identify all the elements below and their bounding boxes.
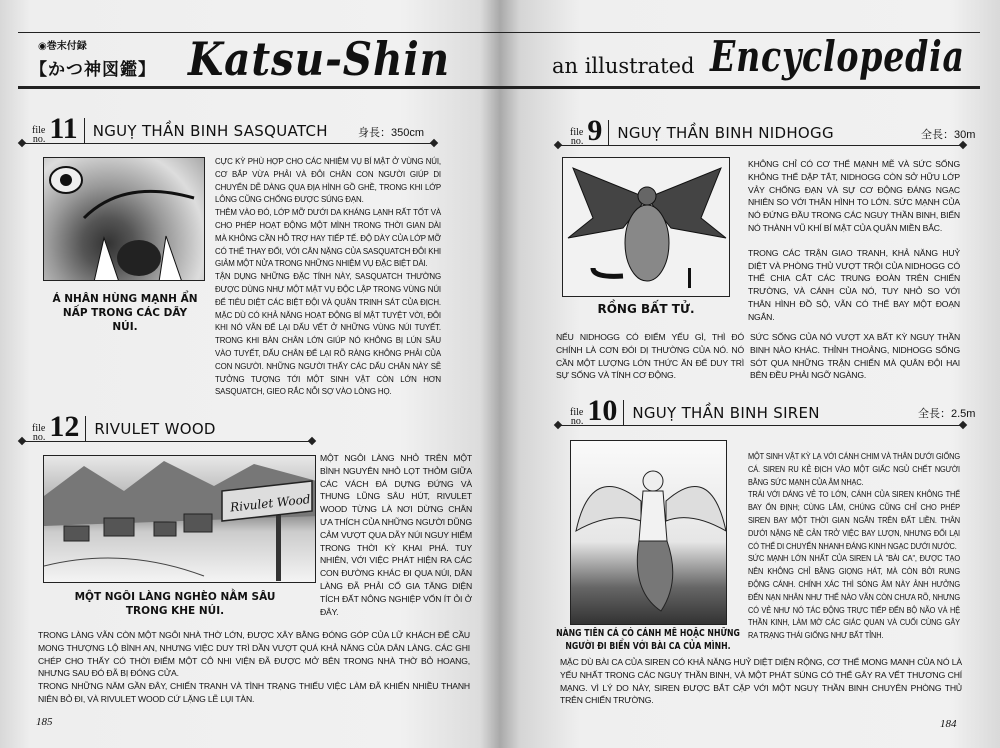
rivulet-wood-side-text: MỘT NGÔI LÀNG NHỎ TRÊN MỘT BÌNH NGUYÊN NHỎ LỌT THỎM GIỮA CÁC VÁCH ĐÁ DỰNG ĐỨNG VÀ THUNG LŨNG SÂU HÚT, RIVULET WOOD TỪNG LÀ NƠI DỪNG CHÂN ƯA THÍCH CỦA NHỮNG NGƯỜI DŨNG CẢM VƯỢT QUA DÃY NÚI NGUY HIỂM TRONG THỜI KỲ KHAI PHÁ. TUY NHIÊN, VỚI VIỆC PHÁT HIỆN RA CÁC CON ĐƯỜNG KHÁC ĐI QUA NÚI, DÂN LÀNG ĐÃ PHẢI CỐ GIA TĂNG DIỆN TÍCH ĐẤT NÔNG NGHIỆP VỐN ÍT ỎI Ở ĐÂY. bbox=[320, 453, 472, 617]
no-word: no. bbox=[32, 432, 46, 443]
file-11-header bbox=[32, 110, 328, 144]
file-12-header bbox=[32, 408, 216, 442]
title-underline bbox=[558, 425, 963, 426]
paragraph: THÊM VÀO ĐÓ, LỚP MỠ DƯỚI DA KHÁNG LẠNH RẤT TỐT VÀ CHO PHÉP HOẠT ĐỘNG MỘT MÌNH TRONG THỜI GIAN DÀI MÀ KHÔNG CẦN HỖ TRỢ HAY TIẾP TẾ. ĐỘ DÀY CỦA LỚP MỠ CÓ THỂ THAY ĐỔI, VỚI CÂN NẶNG CỦA SASQUATCH ĐÔI KHI GIẢM MỘT NỬA TRONG NHỮNG NHIỆM VỤ ĐẶC BIỆT DÀI. bbox=[215, 207, 441, 269]
entry-title: NGUỴ THẦN BINH SIREN bbox=[632, 404, 820, 422]
file-word: file bbox=[570, 407, 584, 418]
title-encyclopedia: Encyclopedia bbox=[710, 32, 965, 81]
title-underline bbox=[22, 143, 434, 144]
header-bottom-rule bbox=[18, 86, 500, 89]
title-katsu-shin: Katsu-Shin bbox=[188, 32, 451, 86]
nidhogg-caption: RỒNG BẤT TỬ. bbox=[597, 302, 695, 316]
file-no-label bbox=[570, 128, 583, 146]
paragraph: KHÔNG CHỈ CÓ CƠ THỂ MẠNH MẼ VÀ SỨC SỐNG KHÔNG THỂ DẬP TẮT, NIDHOGG CÒN SỞ HỮU LỚP VẢY CHỐNG ĐẠN VÀ SỰ CƠ ĐỘNG ĐÁNG NGẠC NHIÊN SO VỚI THÂN HÌNH TO LỚN. SỨC MẠNH CỦA NÓ ĐỨNG ĐẦU TRONG CÁC NGUỴ THẦN BINH, BIẾN NÓ THÀNH VŨ KHÍ BÍ MẬT CỦA QUÂN MIỀN BẮC. bbox=[748, 159, 960, 233]
entry-height: 全長：30m bbox=[921, 129, 976, 141]
no-word: no. bbox=[570, 416, 584, 427]
header-bottom-rule bbox=[500, 86, 980, 89]
file-9-header bbox=[570, 112, 834, 146]
file-10-header bbox=[570, 392, 820, 426]
rivulet-wood-description bbox=[38, 629, 470, 706]
right-page bbox=[500, 0, 1000, 748]
rivulet-wood-caption: MỘT NGÔI LÀNG NGHÈO NẰM SÂU TRONG KHE NÚI. bbox=[74, 591, 276, 617]
paragraph: TẬN DỤNG NHỮNG ĐẶC TÍNH NÀY, SASQUATCH THƯỜNG ĐƯỢC DÙNG NHƯ MỘT MẬT VỤ ĐỘC LẬP TRONG VÙNG NÚI ĐỂ TIÊU DIỆT CÁC BIỆT ĐỘI VÀ QUÂN TRINH SÁT CỦA ĐỊCH. MẶC DÙ CÓ KHẢ NĂNG HOẠT ĐỘNG BÍ MẬT TUYỆT VỜI, ĐÔI KHI NÓ VẪN ĐỂ LẠI DẤU VẾT Ở NHỮNG VÙNG NÚI TUYẾT. TRONG KHI BÀN CHÂN LỚN GIÚP NÓ KHÔNG BỊ LÚN SÂU VÀO TUYẾT, DẤU CHÂN ĐỂ LẠI RÕ RÀNG KHÔNG PHẢI CỦA CON NGƯỜI. NHỮNG NGƯỜI THẤY CÁC DẤU CHÂN NÀY SẼ TƯỞNG TƯỢNG TỚI MỘT SINH VẬT CÒN LỚN HƠN SASQUATCH, GIEO RẮC NỖI SỢ VÀO LÒNG HỌ. bbox=[215, 271, 441, 397]
sasquatch-caption: Á NHÂN HÙNG MẠNH ẨN NẤP TRONG CÁC DÃY NÚI. bbox=[52, 293, 198, 333]
siren-weakness: MẶC DÙ BÀI CA CỦA SIREN CÓ KHẢ NĂNG HUỶ DIỆT DIỆN RỘNG, CƠ THỂ MONG MANH CỦA NÓ LÀ YẾU NHẤT TRONG CÁC NGUỴ THẦN BINH, VÀ MỘT PHÁT SÚNG CÓ THỂ GÂY RA VẾT THƯƠNG CHÍ MẠNG. VÌ LÝ DO NÀY, SIREN ĐƯỢC BẮT CẶP VỚI MỘT NGUỴ THẦN BINH CHUYÊN PHÒNG THỦ TRÊN CHIẾN TRƯỜNG. bbox=[560, 657, 962, 706]
file-word: file bbox=[32, 423, 46, 434]
paragraph: TRONG CÁC TRẬN GIAO TRANH, KHẢ NĂNG HUỶ DIỆT VÀ PHÒNG THỦ VƯỢT TRỘI CỦA NIDHOGG CÓ THỂ CHIA CẮT CÁC TRUNG ĐOÀN TRÊN CHIẾN TRƯỜNG, VÀ CÁNH CỦA NÓ, TUY NHỎ SO VỚI THÂN HÌNH ĐỒ SỘ, VẪN CÓ THỂ BAY MỘT ĐOẠN NGẮN. bbox=[748, 247, 960, 322]
paragraph: MỘT SINH VẬT KỲ LẠ VỚI CÁNH CHIM VÀ THÂN DƯỚI GIỐNG CÁ. SIREN RU KẺ ĐỊCH VÀO MỘT GIẤC NGỦ CHẾT NGƯỜI BẰNG SỨC MẠNH CỦA ÂM NHẠC. bbox=[748, 451, 960, 487]
jp-title: 【かつ神図鑑】 bbox=[30, 60, 156, 80]
file-word: file bbox=[32, 125, 46, 136]
paragraph: TRONG LÀNG VẪN CÒN MỘT NGÔI NHÀ THỜ LỚN, ĐƯỢC XÂY BẰNG ĐÓNG GÓP CỦA LỮ KHÁCH ĐỂ CẦU MONG THƯỢNG LỘ BÌNH AN, NHƯNG VIỆC DUY TRÌ DẦN VƯỢT QUÁ KHẢ NĂNG CỦA DÂN LÀNG. CÁC GHI CHÉP CHO THẤY CÓ THỜI ĐIỂM MỘT CÔ NHI VIỆN ĐÃ ĐƯỢC MỞ BÊN TRONG NHÀ THỜ BỎ HOANG, NHƯNG SAU ĐÓ ĐÃ BỊ ĐÓNG CỬA. bbox=[38, 630, 470, 679]
nidhogg-description bbox=[748, 158, 960, 324]
nidhogg-illustration bbox=[562, 157, 730, 297]
village-scene bbox=[44, 456, 316, 583]
no-word: no. bbox=[32, 134, 46, 145]
appendix-label: ◉巻末付録 bbox=[38, 41, 87, 52]
siren-illustration bbox=[570, 440, 727, 625]
paragraph: TRÁI VỚI DÁNG VẺ TO LỚN, CÁNH CỦA SIREN KHÔNG THỂ BAY ỔN ĐỊNH; CÙNG LẮM, CHÚNG CŨNG CHỈ CHO PHÉP SIREN BAY MỘT THỜI GIAN NGẮN TRÊN ĐẤT LIỀN. THÂN DƯỚI NẶNG NỀ CẢN TRỞ VIỆC BAY LƯỢN, NHƯNG ĐỔI LẠI CÓ THỂ DI CHUYỂN NHANH ĐÁNG KINH NGẠC DƯỚI NƯỚC. bbox=[748, 489, 960, 551]
file-no-label bbox=[570, 408, 583, 426]
file-number: 12 bbox=[49, 410, 80, 443]
sasquatch-face-icon bbox=[44, 158, 205, 281]
paragraph: CỰC KỲ PHÙ HỢP CHO CÁC NHIỆM VỤ BÍ MẬT Ở VÙNG NÚI, CƠ BẮP VỪA PHẢI VÀ ĐÔI CHÂN CON NGƯỜI GIÚP DI CHUYỂN DỄ DÀNG QUA ĐỊA HÌNH GỒ GHỀ, TRONG KHI LỚP LÔNG CŨNG CHỐNG ĐƯỢC SÚNG ĐẠN. bbox=[215, 156, 441, 205]
entry-title: RIVULET WOOD bbox=[94, 420, 216, 438]
page-number: 184 bbox=[940, 718, 957, 730]
nidhogg-weakness: NẾU NIDHOGG CÓ ĐIỂM YẾU GÌ, THÌ ĐÓ CHÍNH LÀ CƠN ĐÓI DỊ THƯỜNG CỦA NÓ. NÓ CẦN MỘT LƯỢNG LỚN THỨC ĂN ĐỂ DUY TRÌ SỰ SỐNG VÀ TÍNH CƠ ĐỘNG. bbox=[556, 332, 744, 381]
paragraph: SỨC MẠNH LỚN NHẤT CỦA SIREN LÀ "BÀI CA", ĐƯỢC TẠO NÊN KHÔNG CHỈ BẰNG GIỌNG HÁT, MÀ CÒN BỞI RUNG ĐỘNG CÁNH. CHÍNH XÁC THÌ SÓNG ÂM NÀY ẢNH HƯỞNG ĐẾN NẠN NHÂN NHƯ THẾ NÀO VẪN CÒN CHƯA RÕ, NHƯNG CÓ VẺ NHƯ NÓ TÁC ĐỘNG TRỰC TIẾP ĐẾN BỘ NÃO VÀ HỆ THẦN KINH, LÀM MỜ CÁC GIÁC QUAN VÀ CUỐI CÙNG GÂY RA TRẠNG THÁI GIỐNG NHƯ BẤT TỈNH. bbox=[748, 553, 960, 641]
title-underline bbox=[22, 441, 312, 442]
file-number: 10 bbox=[587, 394, 618, 427]
entry-title: NGUỴ THẦN BINH NIDHOGG bbox=[617, 124, 834, 142]
separator bbox=[84, 118, 85, 144]
rivulet-wood-illustration bbox=[43, 455, 316, 583]
dragon-figure bbox=[563, 158, 730, 297]
entry-height: 全長：2.5m bbox=[918, 408, 976, 420]
separator bbox=[623, 400, 624, 426]
file-number: 9 bbox=[587, 114, 603, 147]
separator bbox=[85, 416, 86, 442]
nidhogg-vitality: SỨC SỐNG CỦA NÓ VƯỢT XA BẤT KỲ NGUỴ THẦN BINH NÀO KHÁC. THỈNH THOẢNG, NIDHOGG SỐNG SÓT QUA NHỮNG TRẬN CHIẾN MÀ QUÂN ĐỘI HAI BÊN ĐỀU PHẢI NGỠ NGÀNG. bbox=[750, 332, 960, 381]
separator bbox=[608, 120, 609, 146]
sasquatch-illustration bbox=[43, 157, 205, 281]
no-word: no. bbox=[570, 136, 584, 147]
file-no-label bbox=[32, 424, 45, 442]
page-number: 185 bbox=[36, 716, 53, 728]
siren-description bbox=[748, 450, 960, 642]
entry-title: NGUỴ THẦN BINH SASQUATCH bbox=[92, 122, 328, 140]
file-no-label bbox=[32, 126, 45, 144]
paragraph: TRONG NHỮNG NĂM GẦN ĐÂY, CHIẾN TRANH VÀ TÌNH TRẠNG THIẾU VIỆC LÀM ĐÃ KHIẾN NHIỀU THANH NIÊN BỎ ĐI, VÀ RIVULET WOOD CỨ LẶNG LẼ LỤI TÀN. bbox=[38, 681, 470, 704]
subtitle: an illustrated bbox=[552, 54, 695, 78]
sign-text: Rivulet Wood bbox=[229, 492, 312, 515]
sasquatch-description bbox=[215, 155, 441, 398]
file-word: file bbox=[570, 127, 584, 138]
entry-height: 身長：350cm bbox=[358, 127, 425, 139]
title-underline bbox=[558, 145, 963, 146]
siren-figure bbox=[571, 441, 727, 625]
siren-caption: NÀNG TIÊN CÁ CÓ CÁNH MÊ HOẶC NHỮNG NGƯỜI ĐI BIỂN VỚI BÀI CA CỦA MÌNH. bbox=[556, 628, 740, 652]
file-number: 11 bbox=[49, 112, 78, 145]
